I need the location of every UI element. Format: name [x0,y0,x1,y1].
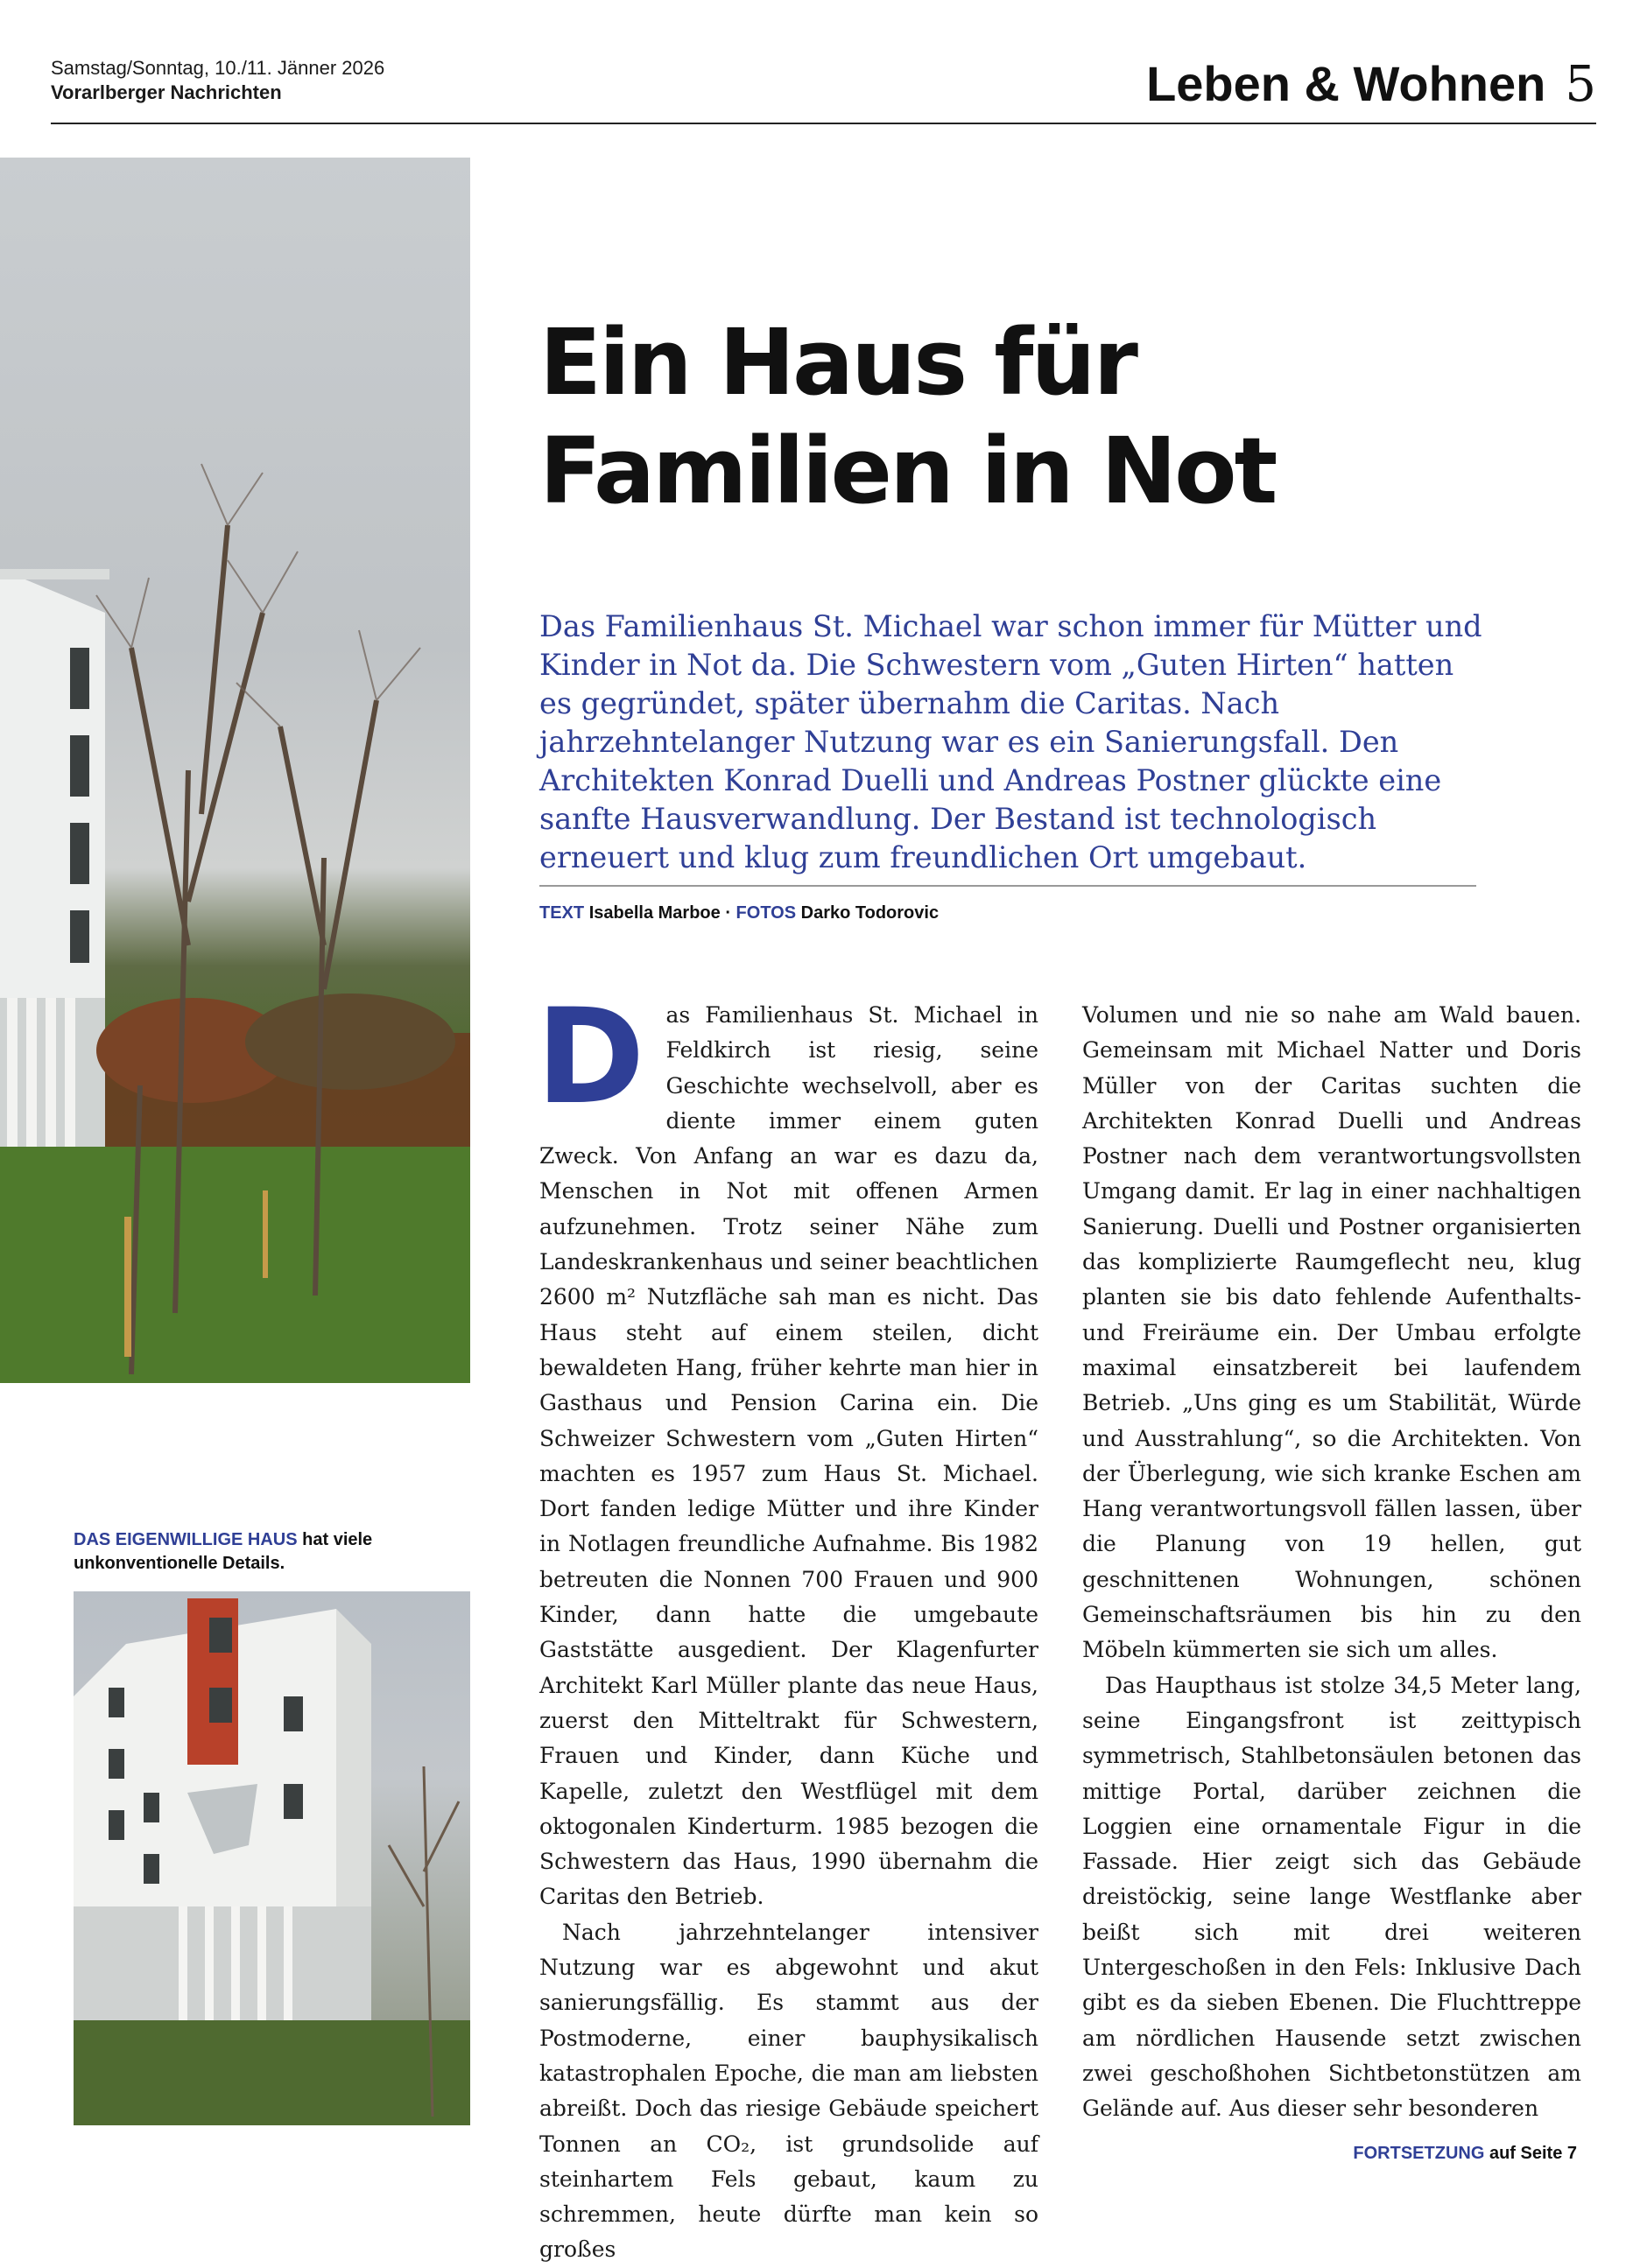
paragraph-2: Nach jahrzehntelanger intensiver Nutzung war es abgewohnt und akut sanierungsfällig. Es stammt aus der Postmoderne, einer bauphysikalisch katastrophalen Epoche, die man am liebsten abreißt. Doch das riesige Gebäude speichert Tonnen an CO₂, ist grundsolide auf steinhartem Fels gebaut, kaum zu schremmen, heute dürfte man kein so großes [539,1919,1038,2263]
continued-text: auf Seite 7 [1489,2144,1577,2163]
photo-label: FOTOS [736,903,797,923]
paragraph-4: Das Haupthaus ist stolze 34,5 Meter lang, seine Eingangsfront ist zeittypisch symmetrisch, Stahlbetonsäulen betonen das mittige Portal, darüber zeichnen die Loggien eine ornamentale Figur in die Fassade. Hier zeigt sich das Gebäude dreistöckig, seine lange Westflanke aber beißt sich mit drei weiteren Untergeschoßen in den Fels: Inklusive Dach gibt es da sieben Ebenen. Die Fluchttreppe am nördlichen Hausende setzt zwischen zwei geschoßhohen Sichtbetonstützen am Gelände auf. Aus dieser sehr besonderen [1082,1672,1581,2122]
headline-line-2: Familien in Not [539,418,1276,524]
building-detail-illustration [74,1591,470,2125]
main-photo [0,158,470,1383]
paragraph-1 [536,981,1038,1915]
article-lead: Das Familienhaus St. Michael war schon immer für Mütter und Kinder in Not da. Die Schwestern vom „Guten Hirten“ hatten es gegründet, später übernahm die Caritas. Nach jahrzehntelanger Nutzung war es ein Sanierungsfall. Den Architekten Konrad Duelli und Andreas Postner glückte eine sanfte Hausverwandlung. Der Bestand ist technologisch erneuert und klug zum freundlichen Ort umgebaut. [539,609,1482,874]
masthead-left [51,56,384,105]
section-title: Leben & Wohnen [1146,56,1546,111]
paragraph-1-text: as Familienhaus St. Michael in Feldkirch ist riesig, seine Geschichte wechselvoll, aber es diente immer einem guten Zweck. Von Anfang an war es dazu da, Menschen in Not mit offenen Armen aufzunehmen. Trotz seiner Nähe zum Landeskrankenhaus und seiner beachtlichen 2600 m² Nutzfläche sah man es nicht. Das Haus steht auf einem steilen, dicht bewaldeten Hang, früher kehrte man hier in Gasthaus und Pension Carina ein. Die Schweizer Schwestern vom „Guten Hirten“ machten es 1957 zum Haus St. Michael. Dort fanden ledige Mütter und ihre Kinder in Notlagen freundliche Aufnahme. Bis 1982 betreuten die Nonnen 700 Frauen und 900 Kinder, dann hatte die umgebaute Gaststätte ausgedient. Der Klagenfurter Architekt Karl Müller plante das neue Haus, zuerst den Mitteltrakt für Schwestern, Frauen und Kinder, dann Küche und Kapelle, zuletzt den Westflügel mit dem oktogonalen Kinderturm. 1985 bezogen die Schwestern das Haus, 1990 übernahm die Caritas den Betrieb. [539,1002,1038,1910]
byline [539,902,939,924]
text-label: TEXT [539,903,585,923]
author-name: Isabella Marboe [588,903,721,923]
article-column-2 [1082,998,1581,2127]
detail-photo [74,1591,470,2125]
byline-separator: · [725,903,731,923]
lead-divider [539,885,1476,887]
drop-cap: D [536,981,645,1134]
continued-keyword: FORTSETZUNG [1353,2144,1485,2163]
photo-caption [74,1528,459,1576]
issue-date: Samstag/Sonntag, 10./11. Jänner 2026 [51,57,385,79]
page-number: 5 [1565,56,1596,113]
newspaper-name: Vorarlberger Nachrichten [51,81,282,103]
caption-lead: DAS EIGENWILLIGE HAUS [74,1530,298,1549]
building-trees-illustration [0,158,470,1383]
article-headline [539,308,1275,525]
article-column-1 [536,981,1038,2268]
section-header [1146,58,1596,111]
header-divider [51,123,1596,124]
continued-note [1353,2142,1577,2165]
paragraph-3: Volumen und nie so nahe am Wald bauen. Gemeinsam mit Michael Natter und Doris Müller von der Caritas suchten die Architekten Konrad Duelli und Andreas Postner nach dem verantwortungsvollsten Umgang damit. Er lag in einer nachhaltigen Sanierung. Duelli und Postner organisierten das komplizierte Raumgeflecht neu, klug planten sie bis dato fehlende Aufenthalts- und Freiräume ein. Der Umbau erfolgte maximal einsatzbereit bei laufendem Betrieb. „Uns ging es um Stabilität, Würde und Ausstrahlung“, so die Architekten. Von der Überlegung, wie sich kranke Eschen am Hang verantwortungsvoll fällen lassen, über die Planung von 19 hellen, gut geschnittenen Wohnungen, schönen Gemeinschaftsräumen bis hin zu den Möbeln kümmerten sie sich um alles. [1082,1002,1581,1663]
headline-line-1: Ein Haus für [539,309,1136,416]
caption-text: hat viele unkonventionelle Details. [74,1530,373,1573]
photographer-name: Darko Todorovic [800,903,940,923]
